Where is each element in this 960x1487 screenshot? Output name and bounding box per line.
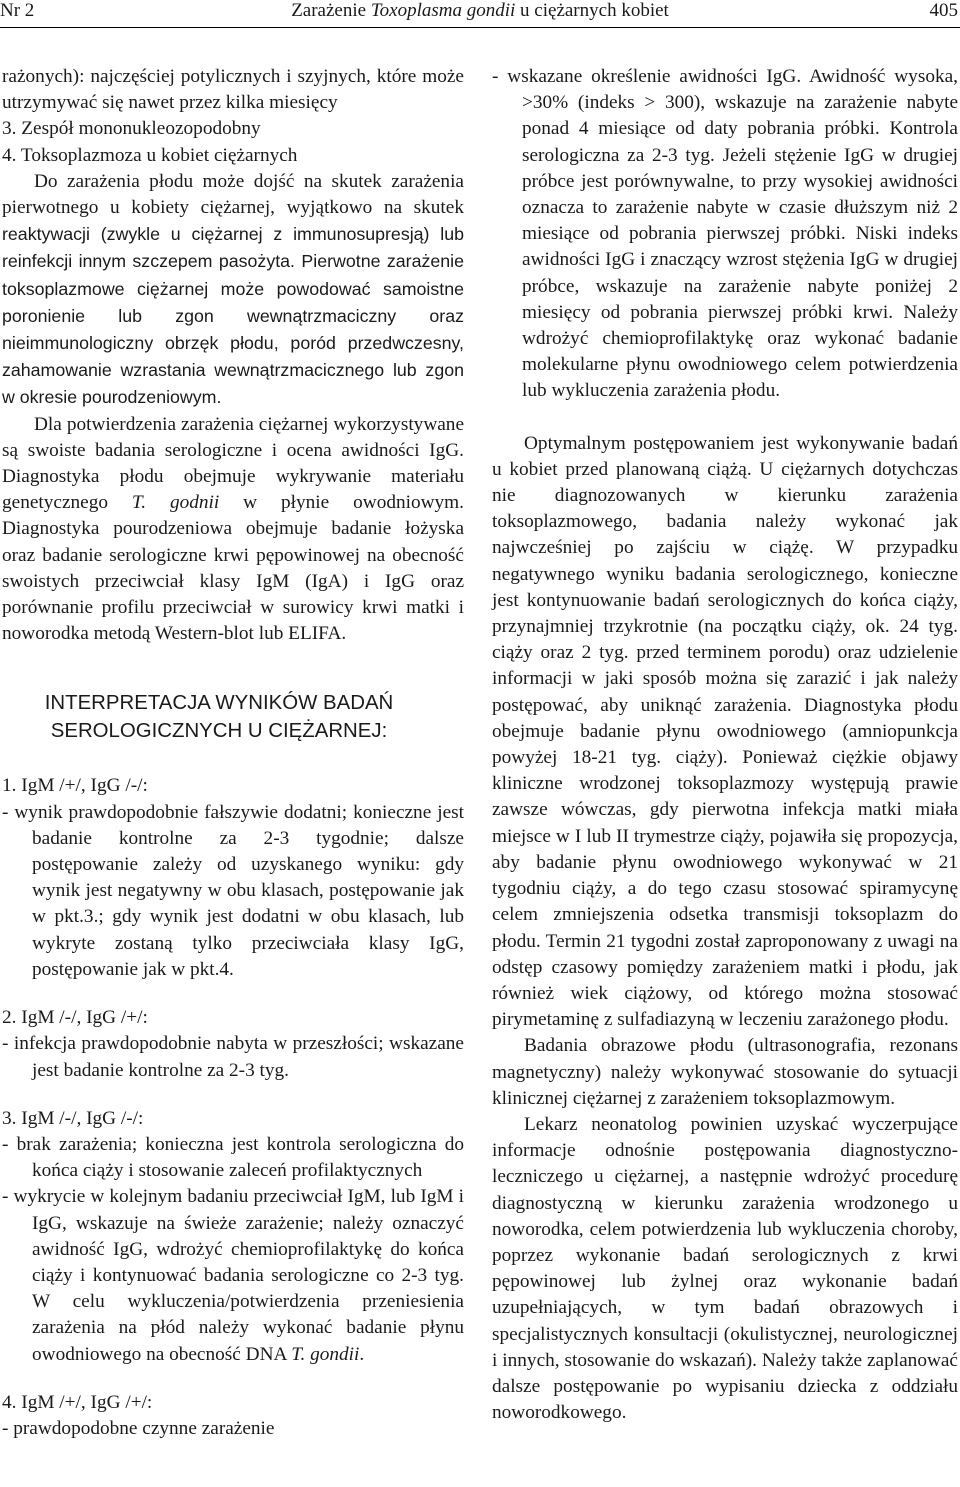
running-title: Zarażenie Toxoplasma gondii u ciężarnych kobiet xyxy=(291,0,669,21)
case-4-heading: 4. IgM /+/, IgG /+/: xyxy=(2,1391,153,1413)
running-title-species: Toxoplasma gondii xyxy=(370,0,516,21)
section-heading-line-1: INTERPRETACJA WYNIKÓW BADAŃ xyxy=(44,692,394,715)
list-item-3: 3. Zespół mononukleozopodobny xyxy=(2,118,261,140)
page-number: 405 xyxy=(929,0,958,21)
issue-number: Nr 2 xyxy=(0,0,35,21)
case-1-heading: 1. IgM /+/, IgG /-/: xyxy=(2,775,148,797)
paragraph-optimal-management: Optymalnym postępowaniem jest wykonywanie badań u kobiet przed planowaną ciążą. U ciężarnych dotychczas nie diagnozowanych w kierunku zarażenia toksoplazmowego, badania należy wykonać jak najwcześniej po zajściu w ciążę. W przypadku negatywnego wyniku badania serologicznego, konieczne jest kontynuowanie badań serologicznych do końca ciąży, przynajmniej trzykrotnie (na początku ciąży, ok. 24 tyg. ciąży oraz 2 tyg. przed terminem porodu) oraz udzielenie informacji w jaki sposób można się zarazić i jak należy postępować, aby uniknąć zarażenia. Diagnostyka płodu obejmuje badanie płynu owodniowego (amniopunkcja powyżej 18-21 tyg. ciąży). Ponieważ ciężkie objawy kliniczne wrodzonej toksoplazmozy występują prawie zawsze wówczas, gdy pierwotna infekcja matki miała miejsce w I lub II trymestrze ciąży, pojawiła się propozycja, aby badanie płynu owodniowego wykonywać w 21 tygodniu ciąży, a do tego czasu stosować spiramycynę celem zmniejszenia odsetka transmisji toksoplazm do płodu. Termin 21 tygodni został zaproponowany z uwagi na odstęp czasowy pomiędzy zarażeniem matki i płodu, jak również wiek ciążowy, od którego można stosować pirymetaminę z sulfadiazyną w leczeniu zarażonego płodu. xyxy=(492,432,958,1031)
case-3-item-1: - brak zarażenia; konieczna jest kontrola serologiczna do końca ciąży i stosowanie zaleceń profilaktycznych xyxy=(2,1133,464,1182)
header-rule xyxy=(0,27,960,28)
paragraph-diagnosis: Dla potwierdzenia zarażenia ciężarnej wykorzystywane są swoiste badania serologiczne i ocena awidności IgG. Diagnostyka płodu obejmuje wykrywanie materiału genetycznego T. godnii w płynie owodniowym. Diagnostyka pourodzeniowa obejmuje badanie łożyska oraz badanie serologiczne krwi pępowinowej na obecność swoistych przeciwciał klasy IgM (IgA) i IgG oraz porównanie profilu przeciwciał w surowicy krwi matki i noworodka metodą Western-blot lub ELIFA. xyxy=(2,413,464,645)
case-4-item-1: - prawdopodobne czynne zarażenie xyxy=(2,1417,275,1439)
list-item-4: 4. Toksoplazmoza u kobiet ciężarnych xyxy=(2,144,298,166)
running-header xyxy=(0,0,960,24)
paragraph-neonatologist: Lekarz neonatolog powinien uzyskać wyczerpujące informacje odnośnie postępowania diagnostyczno-leczniczego u ciężarnej, a następnie wdrożyć procedurę diagnostyczną w kierunku zarażenia wrodzonego u noworodka, celem potwierdzenia lub wykluczenia choroby, poprzez wykonanie badań serologicznych z krwi pępowinowej lub żylnej oraz wykonanie badań uzupełniających, w tym badań obrazowych i specjalistycznych konsultacji (okulistycznej, neurologicznej i innych, stosowanie do wskazań). Należy także zaplanować dalsze postępowanie po wypisaniu dziecka z oddziału noworodkowego. xyxy=(492,1113,958,1424)
paragraph-imaging: Badania obrazowe płodu (ultrasonografia, rezonans magnetyczny) należy wykonywać stosowanie do sytuacji klinicznej ciężarnej z zarażeniem toksoplazmowym. xyxy=(492,1035,958,1109)
section-heading-line-2: SEROLOGICZNYCH U CIĘŻARNEJ: xyxy=(50,720,388,743)
paragraph-infection: Do zarażenia płodu może dojść na skutek zarażenia pierwotnego u kobiety ciężarnej, wyjątkowo na skutek reaktywacji (zwykle u ciężarnej z immunosupresją) lub reinfekcji innym szczepem pasożyta. Pierwotne zarażenie toksoplazmowe ciężarnej może powodować samoistne poronienie lub zgon wewnątrzmaciczny oraz nieimmunologiczny obrzęk płodu, poród przedwczesny, zahamowanie wzrastania wewnątrzmacicznego lub zgon w okresie pourodzeniowym. xyxy=(2,170,464,408)
right-column xyxy=(492,64,958,1426)
paragraph-continuation: rażonych): najczęściej potylicznych i szyjnych, które może utrzymywać się nawet przez kilka miesięcy xyxy=(2,66,464,114)
case-1-item: - wynik prawdopodobnie fałszywie dodatni; konieczne jest badanie kontrolne za 2-3 tygodnie; dalsze postępowanie zależy od uzyskanego wyniku: gdy wynik jest negatywny w obu klasach, postępowanie jak w pkt.3.; gdy wynik jest dodatni w obu klasach, lub wykryte zostaną tylko przeciwciała klasy IgG, postępowanie jak w pkt.4. xyxy=(2,801,464,980)
left-column xyxy=(2,64,464,1442)
case-2-item: - infekcja prawdopodobnie nabyta w przeszłości; wskazane jest badanie kontrolne za 2-3 tyg. xyxy=(2,1033,464,1081)
case-3-item-2: - wykrycie w kolejnym badaniu przeciwciał IgM, lub IgM i IgG, wskazuje na świeże zarażenie; należy oznaczyć awidność IgG, wdrożyć chemioprofilaktykę do końca ciąży i kontynuować badania serologiczne co 2-3 tyg. W celu wykluczenia/potwierdzenia przeniesienia zarażenia na płód należy wykonać badanie płynu owodniowego na obecność DNA T. gondii. xyxy=(2,1186,464,1365)
case-2-heading: 2. IgM /-/, IgG /+/: xyxy=(2,1007,148,1029)
case-3-heading: 3. IgM /-/, IgG /-/: xyxy=(2,1107,144,1129)
case-4-item-2: - wskazane określenie awidności IgG. Awidność wysoka, >30% (indeks > 300), wskazuje na zarażenie nabyte ponad 4 miesiące od daty pobrania próbki. Kontrola serologiczna za 2-3 tyg. Jeżeli stężenie IgG w drugiej próbce jest porównywalne, to przy wysokiej awidności oznacza to zarażenie nabyte w czasie dłuższym niż 2 miesiące od pobrania pierwszej próbki. Niski indeks awidności IgG i znaczący wzrost stężenia IgG w drugiej próbce, wskazuje na zarażenie nabyte poniżej 2 miesięcy od pobrania pierwszej próbki krwi. Należy wdrożyć chemioprofilaktykę oraz wykonać badanie molekularne płynu owodniowego celem potwierdzenia lub wykluczenia zarażenia płodu. xyxy=(492,66,958,402)
